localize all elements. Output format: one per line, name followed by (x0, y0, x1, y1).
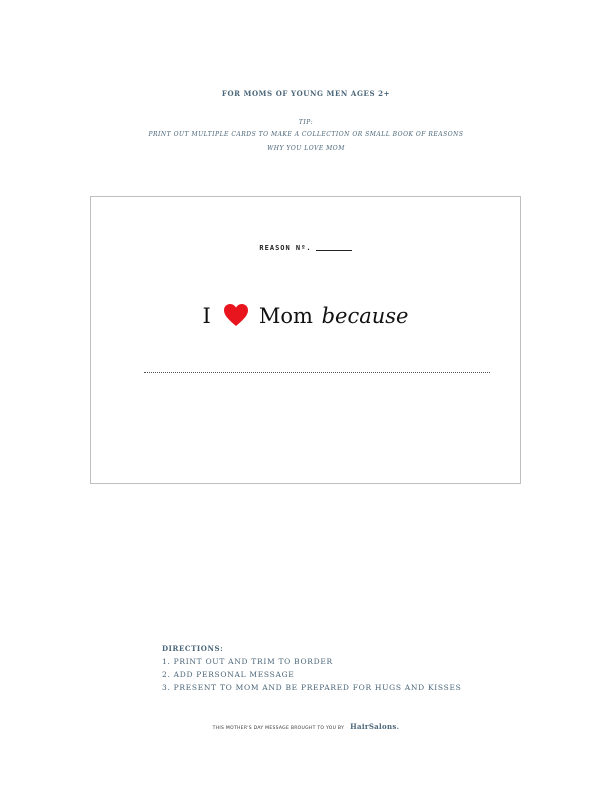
love-because: because (321, 304, 409, 328)
page-title: FOR MOMS OF YOUNG MEN AGES 2+ (221, 89, 391, 98)
love-statement (91, 303, 520, 332)
tip-line-2: WHY YOU LOVE MOM (267, 145, 345, 152)
directions-heading: DIRECTIONS: (162, 644, 224, 653)
heart-icon (223, 303, 249, 332)
direction-item: 3. PRESENT TO MOM AND BE PREPARED FOR HUGS AND KISSES (162, 683, 462, 692)
reason-number (91, 244, 520, 252)
tip-line-1: PRINT OUT MULTIPLE CARDS TO MAKE A COLLECTION OR SMALL BOOK OF REASONS (148, 131, 464, 138)
footer (0, 722, 612, 731)
love-prefix: I (202, 304, 211, 328)
tip-label: TIP: (298, 119, 314, 126)
message-dotted-line (144, 372, 490, 373)
reason-label: REASON Nº. (259, 244, 312, 252)
footer-text: THIS MOTHER'S DAY MESSAGE BROUGHT TO YOU BY (212, 726, 345, 731)
love-word: Mom (258, 304, 313, 328)
direction-item: 2. ADD PERSONAL MESSAGE (162, 670, 295, 679)
direction-item: 1. PRINT OUT AND TRIM TO BORDER (162, 657, 333, 666)
brand-logo: HairSalons. (350, 722, 400, 731)
reason-blank-line (316, 250, 352, 251)
reason-card (90, 196, 521, 484)
